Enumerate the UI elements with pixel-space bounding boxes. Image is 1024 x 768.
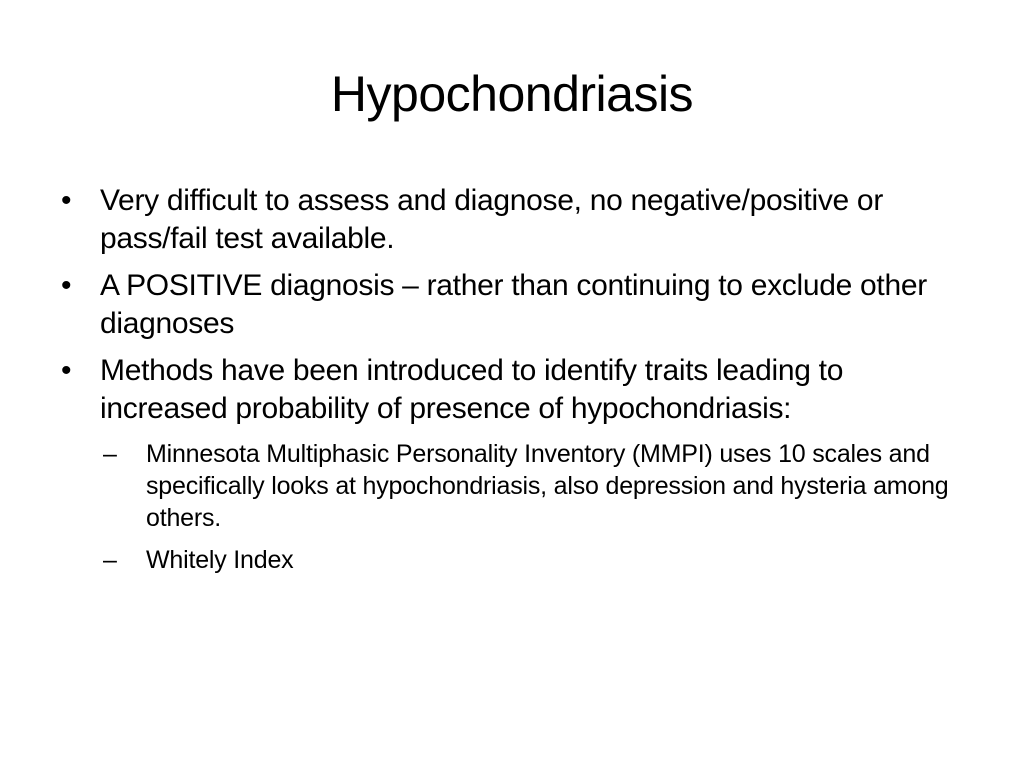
sub-bullet-text: Minnesota Multiphasic Personality Inventory (MMPI) uses 10 scales and specifically looks at hypochondriasis, also depression and hysteria among others.	[146, 440, 949, 532]
bullet-marker: •	[61, 184, 72, 217]
bullet-item	[58, 182, 978, 258]
bullet-marker: •	[61, 354, 72, 387]
sub-bullet-item	[103, 544, 978, 576]
sub-bullet-item	[103, 438, 978, 534]
bullet-item	[58, 267, 978, 343]
slide-title: Hypochondriasis	[330, 66, 694, 122]
sub-bullet-marker: –	[103, 440, 117, 468]
bullet-item	[58, 352, 978, 428]
bullet-marker: •	[61, 269, 72, 302]
bullet-text: Methods have been introduced to identify traits leading to increased probability of presence of hypochondriasis:	[100, 354, 844, 425]
slide-body	[58, 182, 978, 576]
bullet-text: A POSITIVE diagnosis – rather than continuing to exclude other diagnoses	[100, 269, 927, 340]
sub-bullet-text: Whitely Index	[146, 546, 294, 574]
bullet-text: Very difficult to assess and diagnose, no negative/positive or pass/fail test available.	[100, 184, 884, 255]
sub-bullet-marker: –	[103, 546, 117, 574]
